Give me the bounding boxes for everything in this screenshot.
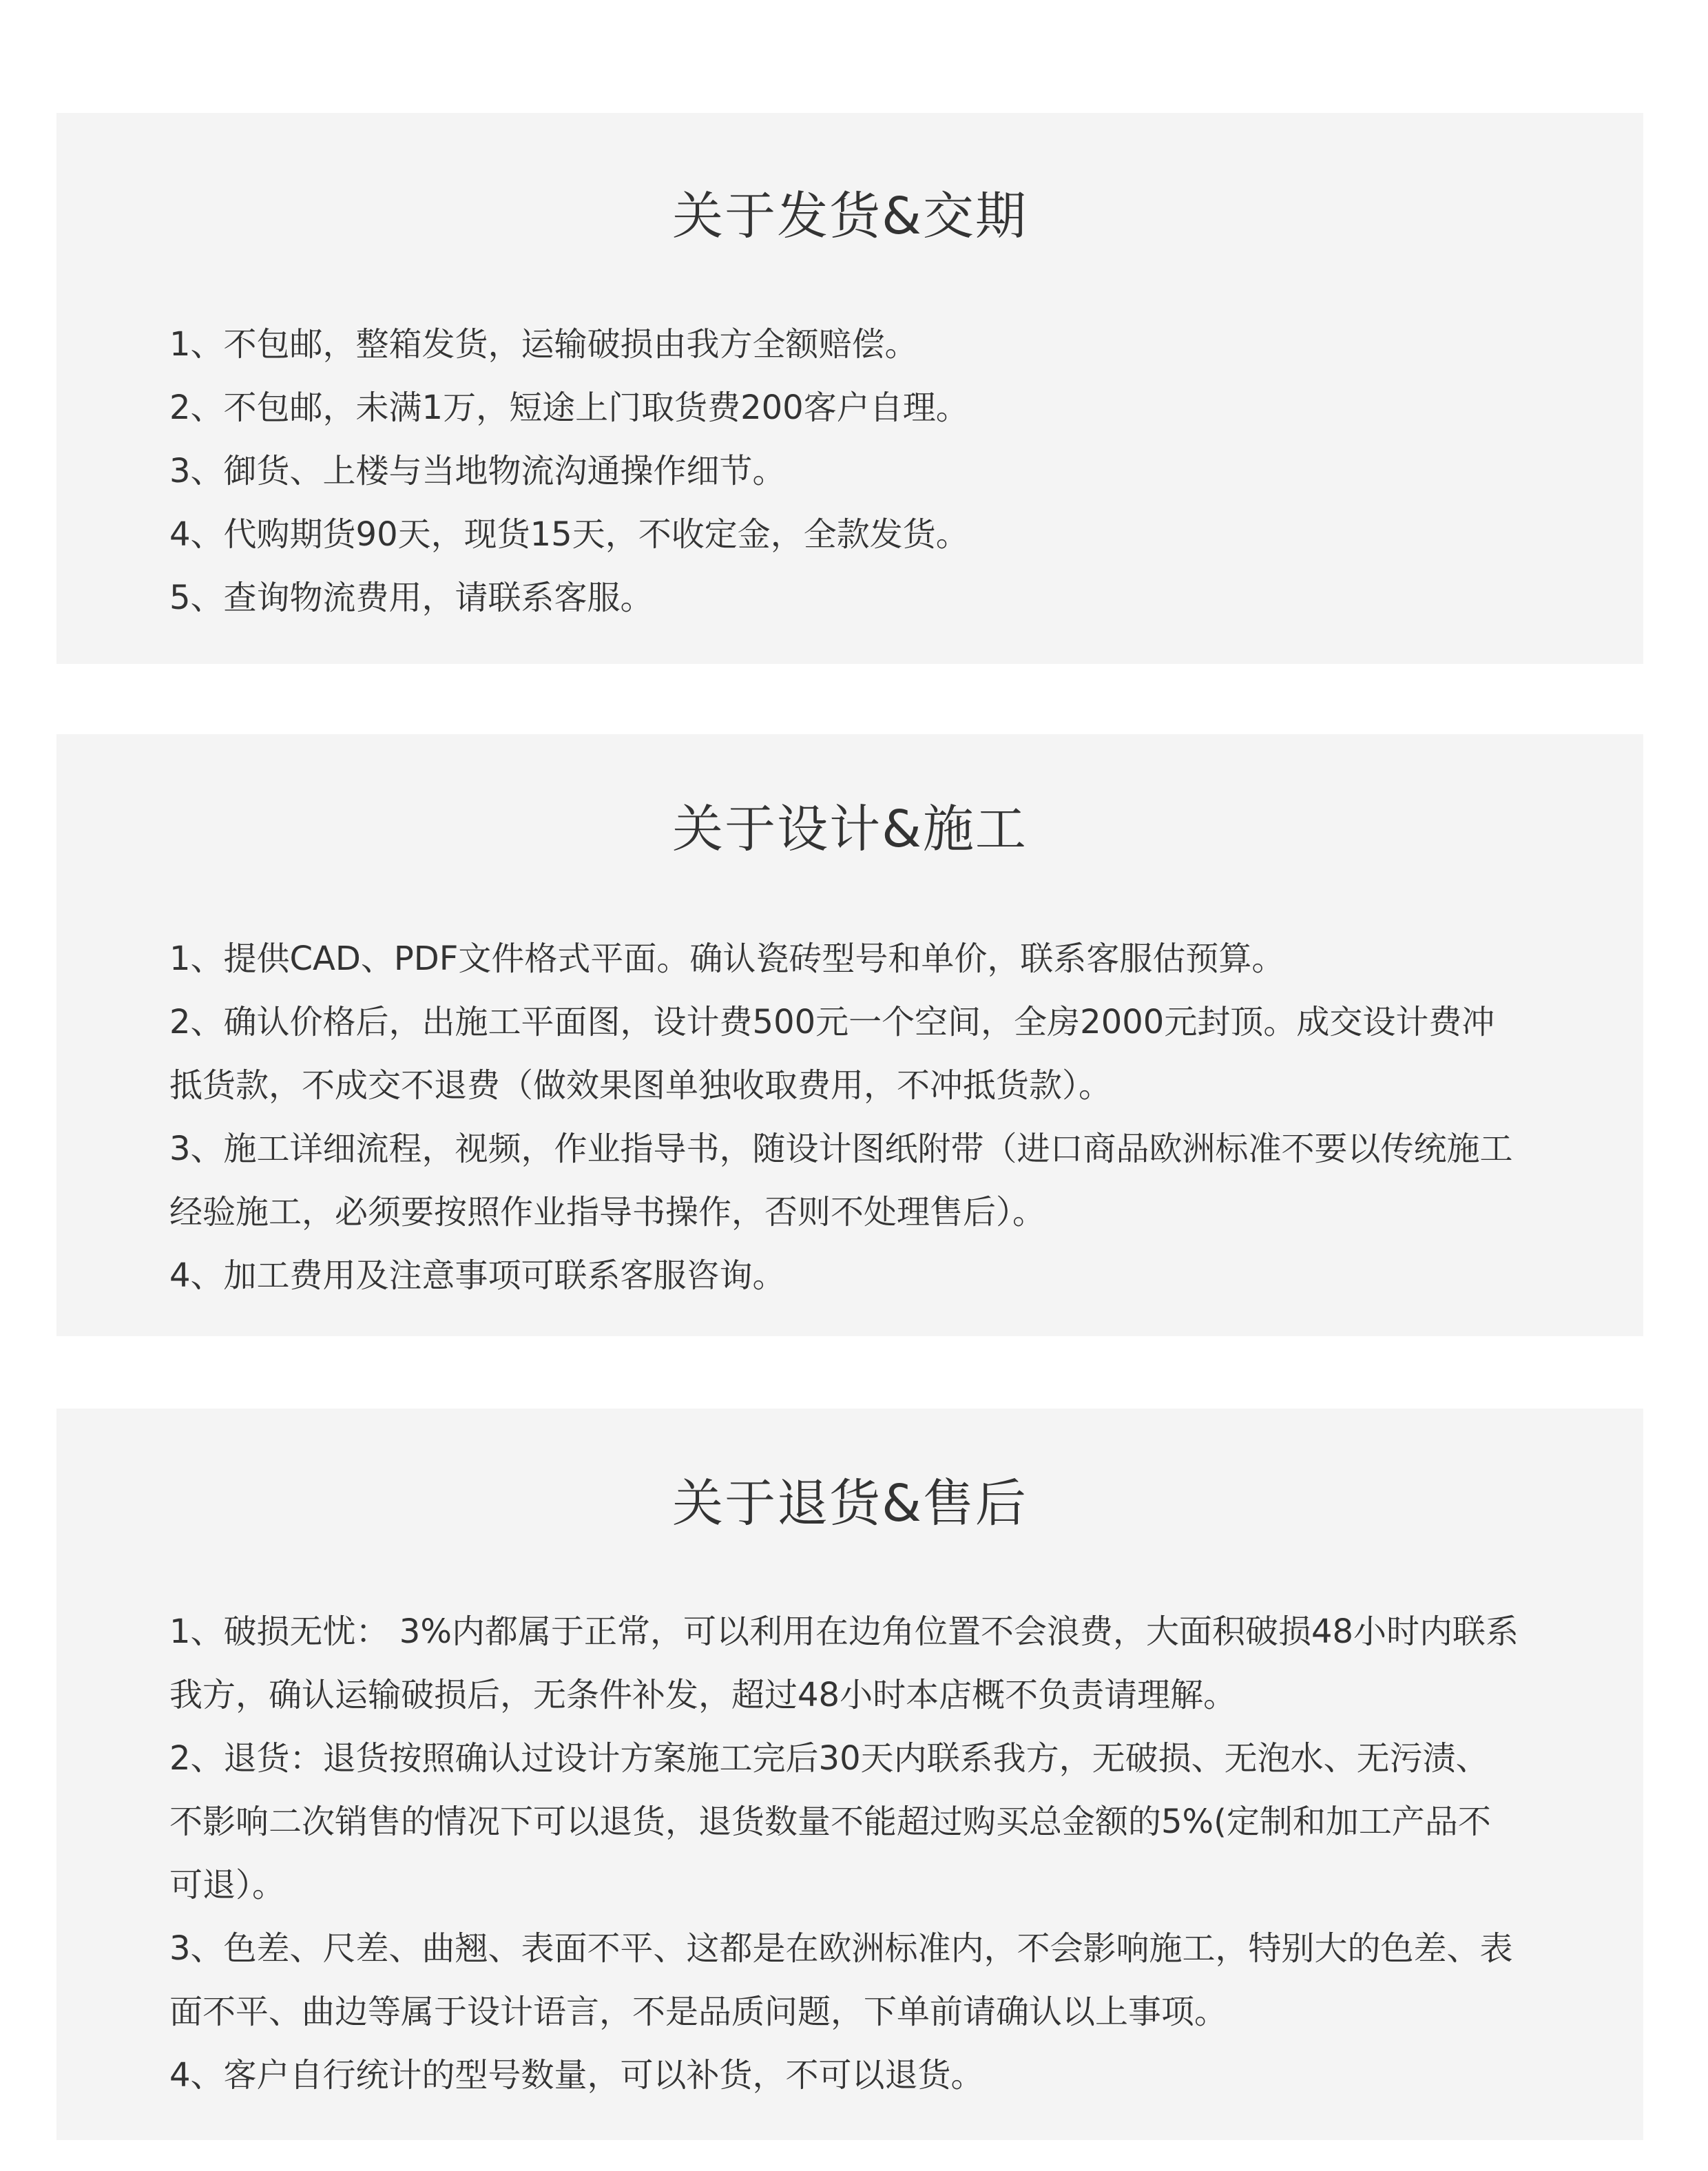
item-list [169,313,1519,630]
shipping-delivery-section [56,113,1643,664]
list-item: 1、不包邮，整箱发货，运输破损由我方全额赔偿。 [169,325,918,364]
list-item: 3、御货、上楼与当地物流沟通操作细节。 [169,452,786,490]
list-item: 4、代购期货90天，现货15天，不收定金，全款发货。 [169,515,969,554]
list-item: 3、色差、尺差、曲翘、表面不平、这都是在欧洲标准内，不会影响施工，特别大的色差、表面不平、曲边等属于设计语言，不是品质问题，下单前请确认以上事项。 [169,1929,1513,2031]
section-title: 关于设计&施工 [672,800,1028,859]
item-list [169,927,1519,1307]
item-list [169,1600,1519,2107]
list-item: 4、客户自行统计的型号数量，可以补货，不可以退货。 [169,2056,984,2095]
list-item: 2、退货：退货按照确认过设计方案施工完后30天内联系我方，无破损、无泡水、无污渍、不影响二次销售的情况下可以退货，退货数量不能超过购买总金额的5%(定制和加工产品不可退）。 [169,1739,1491,1904]
list-item: 4、加工费用及注意事项可联系客服咨询。 [169,1256,786,1295]
design-construction-section [56,734,1643,1336]
list-item: 1、破损无忧： 3%内都属于正常，可以利用在边角位置不会浪费，大面积破损48小时内联系我方，确认运输破损后，无条件补发，超过48小时本店概不负责请理解。 [169,1612,1519,1714]
section-title: 关于发货&交期 [672,187,1028,246]
list-item: 3、施工详细流程，视频，作业指导书，随设计图纸附带（进口商品欧洲标准不要以传统施工经验施工，必须要按照作业指导书操作，否则不处理售后）。 [169,1130,1513,1232]
list-item: 2、确认价格后，出施工平面图，设计费500元一个空间，全房2000元封顶。成交设计费冲抵货款，不成交不退费（做效果图单独收取费用，不冲抵货款）。 [169,1003,1495,1105]
returns-aftersales-section [56,1409,1643,2140]
section-title: 关于退货&售后 [672,1474,1028,1533]
list-item: 5、查询物流费用，请联系客服。 [169,579,654,617]
list-item: 2、不包邮，未满1万，短途上门取货费200客户自理。 [169,388,969,427]
list-item: 1、提供CAD、PDF文件格式平面。确认瓷砖型号和单价，联系客服估预算。 [169,939,1285,978]
